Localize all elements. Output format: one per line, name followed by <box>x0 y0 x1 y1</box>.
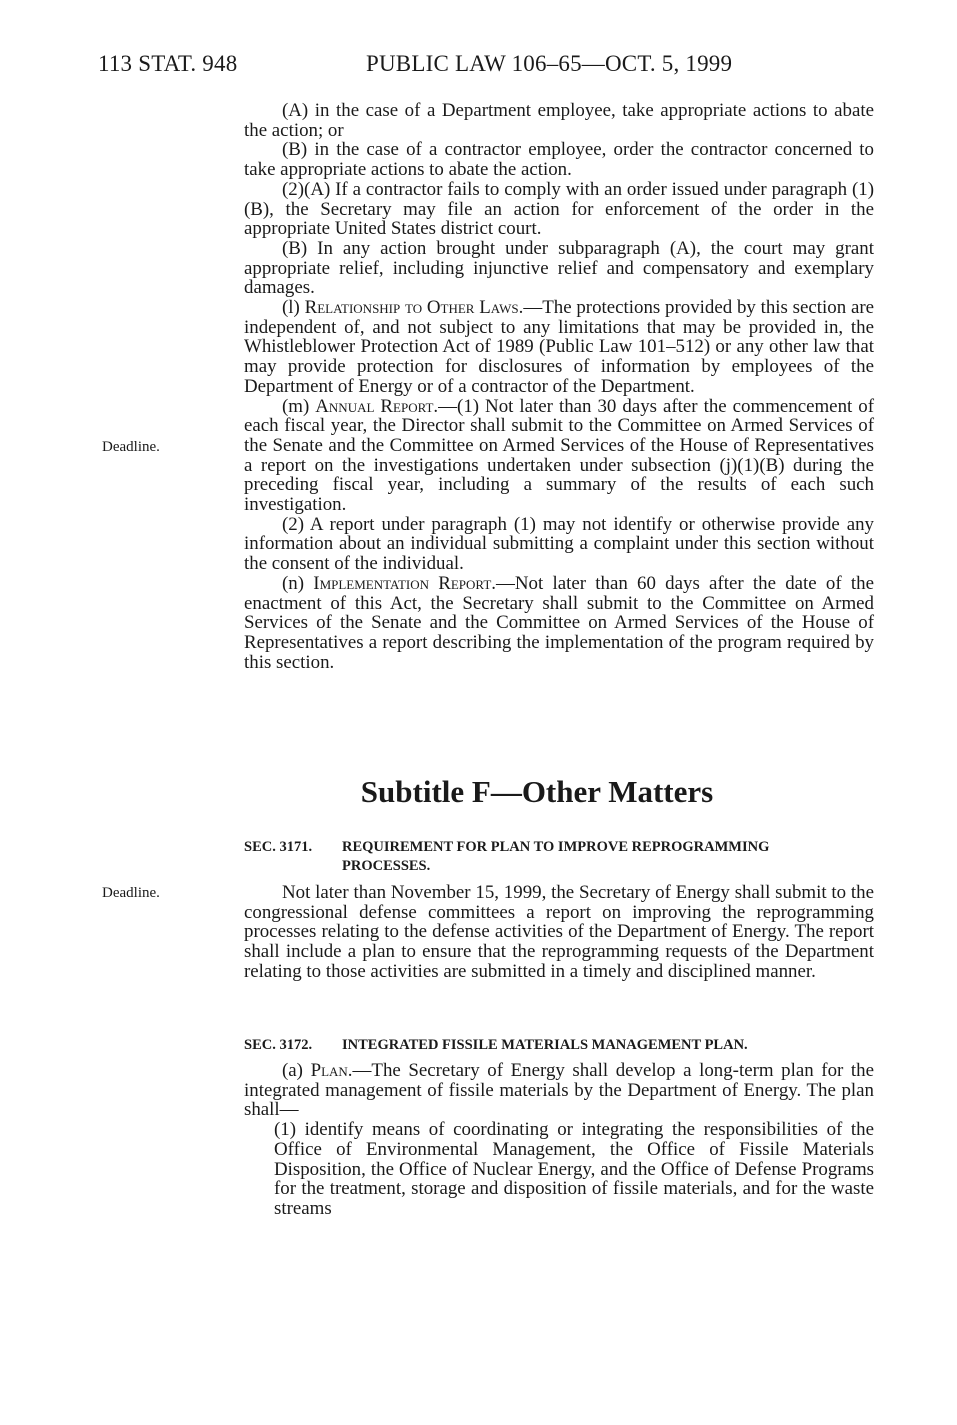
subsection-label: (n) <box>282 572 314 594</box>
subsection-heading: Annual Report. <box>315 395 439 417</box>
paragraph: (2) A report under paragraph (1) may not identify or otherwise provide any information about an individual submitting a complaint under this section without the consent of the individual. <box>244 513 874 575</box>
subsection-text: —Not later than 60 days after the date of the enactment of this Act, the Secretary shall submit to the Committee on Armed Services of the Senate and the Committee on Armed Services of the House of Representatives a report describing the implementation of the program required by this section. <box>244 572 874 673</box>
section-3172-body <box>244 1061 874 1219</box>
section-number: SEC. 3171. <box>244 839 313 855</box>
section-title-continued: PROCESSES. <box>342 858 431 874</box>
subsection-heading: Relationship to Other Laws. <box>304 297 524 319</box>
paragraph: (B) In any action brought under subparagraph (A), the court may grant appropriate relief, including injunctive relief and compensatory and exemplary damages. <box>244 237 874 299</box>
paragraph-implementation-report <box>244 574 874 673</box>
subtitle-heading: Subtitle F—Other Matters <box>360 774 714 809</box>
paragraph-plan <box>244 1061 874 1120</box>
paragraph-relationship-to-other-laws <box>244 298 874 397</box>
section-title: REQUIREMENT FOR PLAN TO IMPROVE REPROGRAMMING <box>342 839 770 855</box>
list-item: (1) identify means of coordinating or integrating the responsibilities of the Office of Environmental Management, the Office of Fissile Materials Disposition, the Office of Nuclear Energy, and the Office of Defense Programs for the treatment, storage and disposition of fissile materials, and for the waste streams <box>274 1119 874 1219</box>
subsection-label: (l) <box>282 297 305 319</box>
page-stat-citation: 113 STAT. 948 <box>98 51 238 76</box>
subsection-heading: Plan. <box>310 1060 353 1081</box>
section-number: SEC. 3172. <box>244 1037 313 1053</box>
running-header: PUBLIC LAW 106–65—OCT. 5, 1999 <box>366 51 733 76</box>
subsection-text: —The protections provided by this section are independent of, and not subject to any limitations that may be provided in, the Whistleblower Protection Act of 1989 (Public Law 101–512) or any other law that may provide protection for disclosures of information by employees of the Department of Energy or of a contractor of the Department. <box>244 297 874 397</box>
subsection-text: —(1) Not later than 30 days after the commencement of each fiscal year, the Director shall submit to the Committee on Armed Services of the Senate and the Committee on Armed Services of the House of Representatives a report on the investigations undertaken under subsection (j)(1)(B) during the preceding fiscal year, including a summary of the results of each such investigation. <box>244 395 875 516</box>
paragraph-annual-report <box>244 397 874 515</box>
body-text-block <box>244 101 874 672</box>
section-title: INTEGRATED FISSILE MATERIALS MANAGEMENT PLAN. <box>342 1037 748 1053</box>
paragraph: Not later than November 15, 1999, the Secretary of Energy shall submit to the congressional defense committees a report on improving the reprogramming processes relating to the defense activities of the Department of Energy. The report shall include a plan to ensure that the reprogramming requests of the Department relating to those activities are submitted in a timely and disciplined manner. <box>244 882 874 982</box>
section-3171-body <box>244 883 874 982</box>
paragraph: (2)(A) If a contractor fails to comply with an order issued under paragraph (1)(B), the Secretary may file an action for enforcement of the order in the appropriate United States district court. <box>244 178 874 240</box>
subsection-text: —The Secretary of Energy shall develop a long-term plan for the integrated management of fissile materials by the Department of Energy. The plan shall— <box>244 1060 874 1121</box>
section-heading-3171 <box>244 838 874 876</box>
margin-note-deadline: Deadline. <box>102 439 160 455</box>
subsection-label: (a) <box>282 1060 311 1081</box>
subsection-label: (m) <box>282 395 316 417</box>
margin-note-deadline: Deadline. <box>102 885 160 901</box>
subsection-heading: Implementation Report. <box>313 572 496 594</box>
paragraph: (B) in the case of a contractor employee, order the contractor concerned to take appropriate actions to abate the action. <box>244 139 874 181</box>
paragraph: (A) in the case of a Department employee, take appropriate actions to abate the action; or <box>244 100 874 141</box>
section-heading-3172 <box>244 1036 874 1055</box>
